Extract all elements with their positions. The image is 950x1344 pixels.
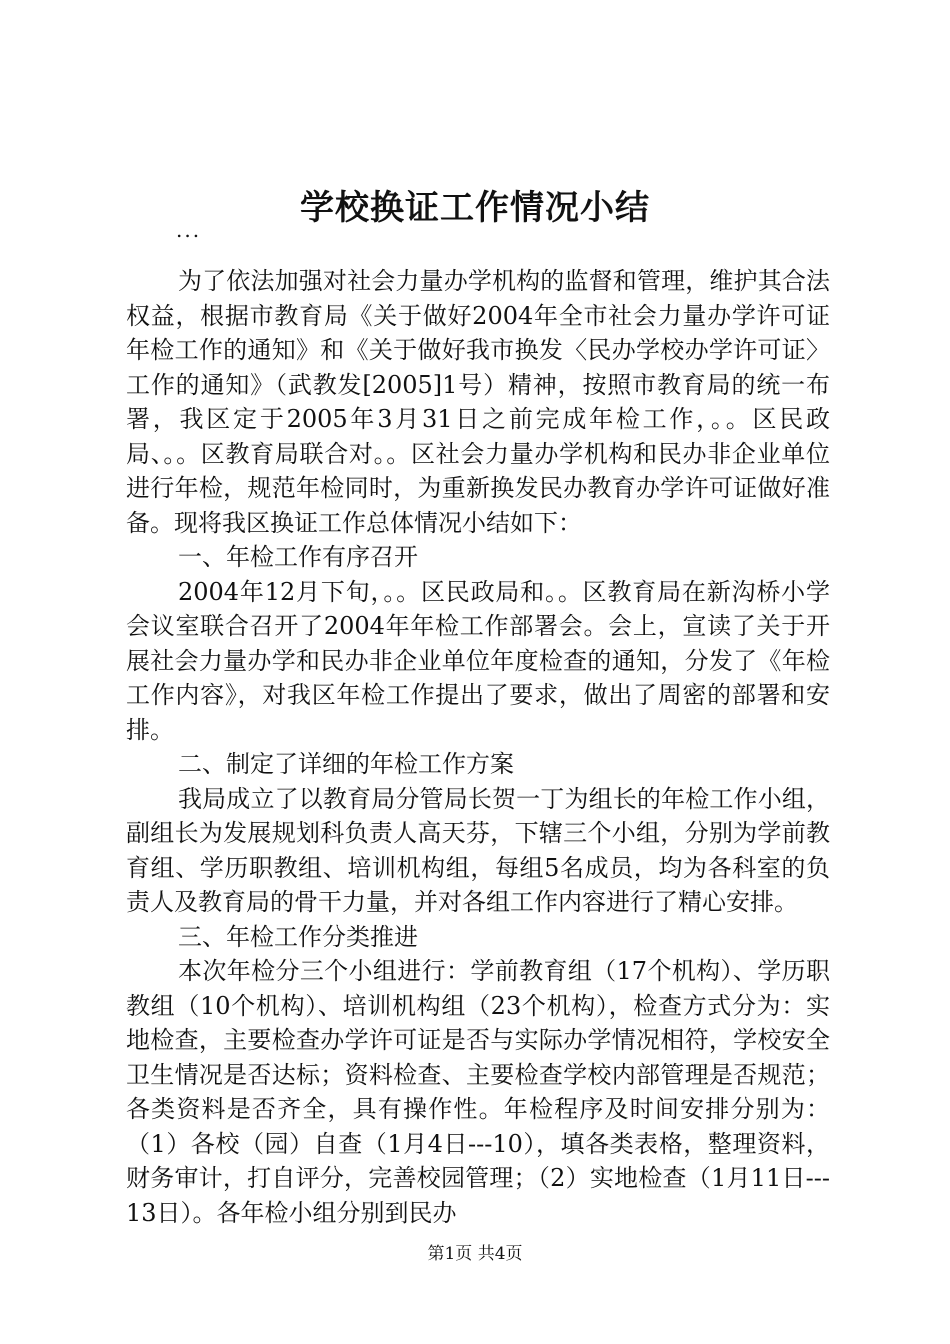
section-2-paragraph: 我局成立了以教育局分管局长贺一丁为组长的年检工作小组，副组长为发展规划科负责人高天芬，下辖三个小组，分别为学前教育组、学历职教组、培训机构组，每组5名成员，均为各科室的负责人及教育局的骨干力量，并对各组工作内容进行了精心安排。 bbox=[126, 784, 830, 916]
section-heading-1: 一、年检工作有序召开 bbox=[178, 543, 418, 571]
section-3-paragraph: 本次年检分三个小组进行：学前教育组（17个机构）、学历职教组（10个机构）、培训机构组（23个机构），检查方式分为：实地检查，主要检查办学许可证是否与实际办学情况相符，学校安全卫生情况是否达标；资料检查、主要检查学校内部管理是否规范；各类资料是否齐全，具有操作性。年检程序及时间安排分别为：（1）各校（园）自查（1月4日---10），填各类表格，整理资料，财务审计，打自评分，完善校园管理；（2）实地检查（1月11日---13日）。各年检小组分别到民办 bbox=[126, 957, 830, 1227]
ellipsis-mark: ... bbox=[176, 218, 202, 242]
document-title: 学校换证工作情况小结 bbox=[300, 188, 650, 228]
section-heading-3: 三、年检工作分类推进 bbox=[178, 922, 418, 951]
page-number-footer: 第1页 共4页 bbox=[427, 1244, 523, 1264]
intro-paragraph: 为了依法加强对社会力量办学机构的监督和管理，维护其合法权益，根据市教育局《关于做好2004年全市社会力量办学许可证年检工作的通知》和《关于做好我市换发〈民办学校办学许可证〉工作的通知》（武教发[2005]1号）精神，按照市教育局的统一布署，我区定于2005年3月31日之前完成年检工作，。。区民政局、。。区教育局联合对。。区社会力量办学机构和民办非企业单位进行年检，规范年检同时，为重新换发民办教育办学许可证做好准备。现将我区换证工作总体情况小结如下： bbox=[126, 267, 830, 537]
document-body bbox=[126, 264, 830, 1230]
section-1-paragraph: 2004年12月下旬，。。区民政局和。。区教育局在新沟桥小学会议室联合召开了2004年年检工作部署会。会上，宣读了关于开展社会力量办学和民办非企业单位年度检查的通知，分发了《年检工作内容》，对我区年检工作提出了要求，做出了周密的部署和安排。 bbox=[126, 577, 830, 744]
section-heading-2: 二、制定了详细的年检工作方案 bbox=[178, 750, 514, 778]
